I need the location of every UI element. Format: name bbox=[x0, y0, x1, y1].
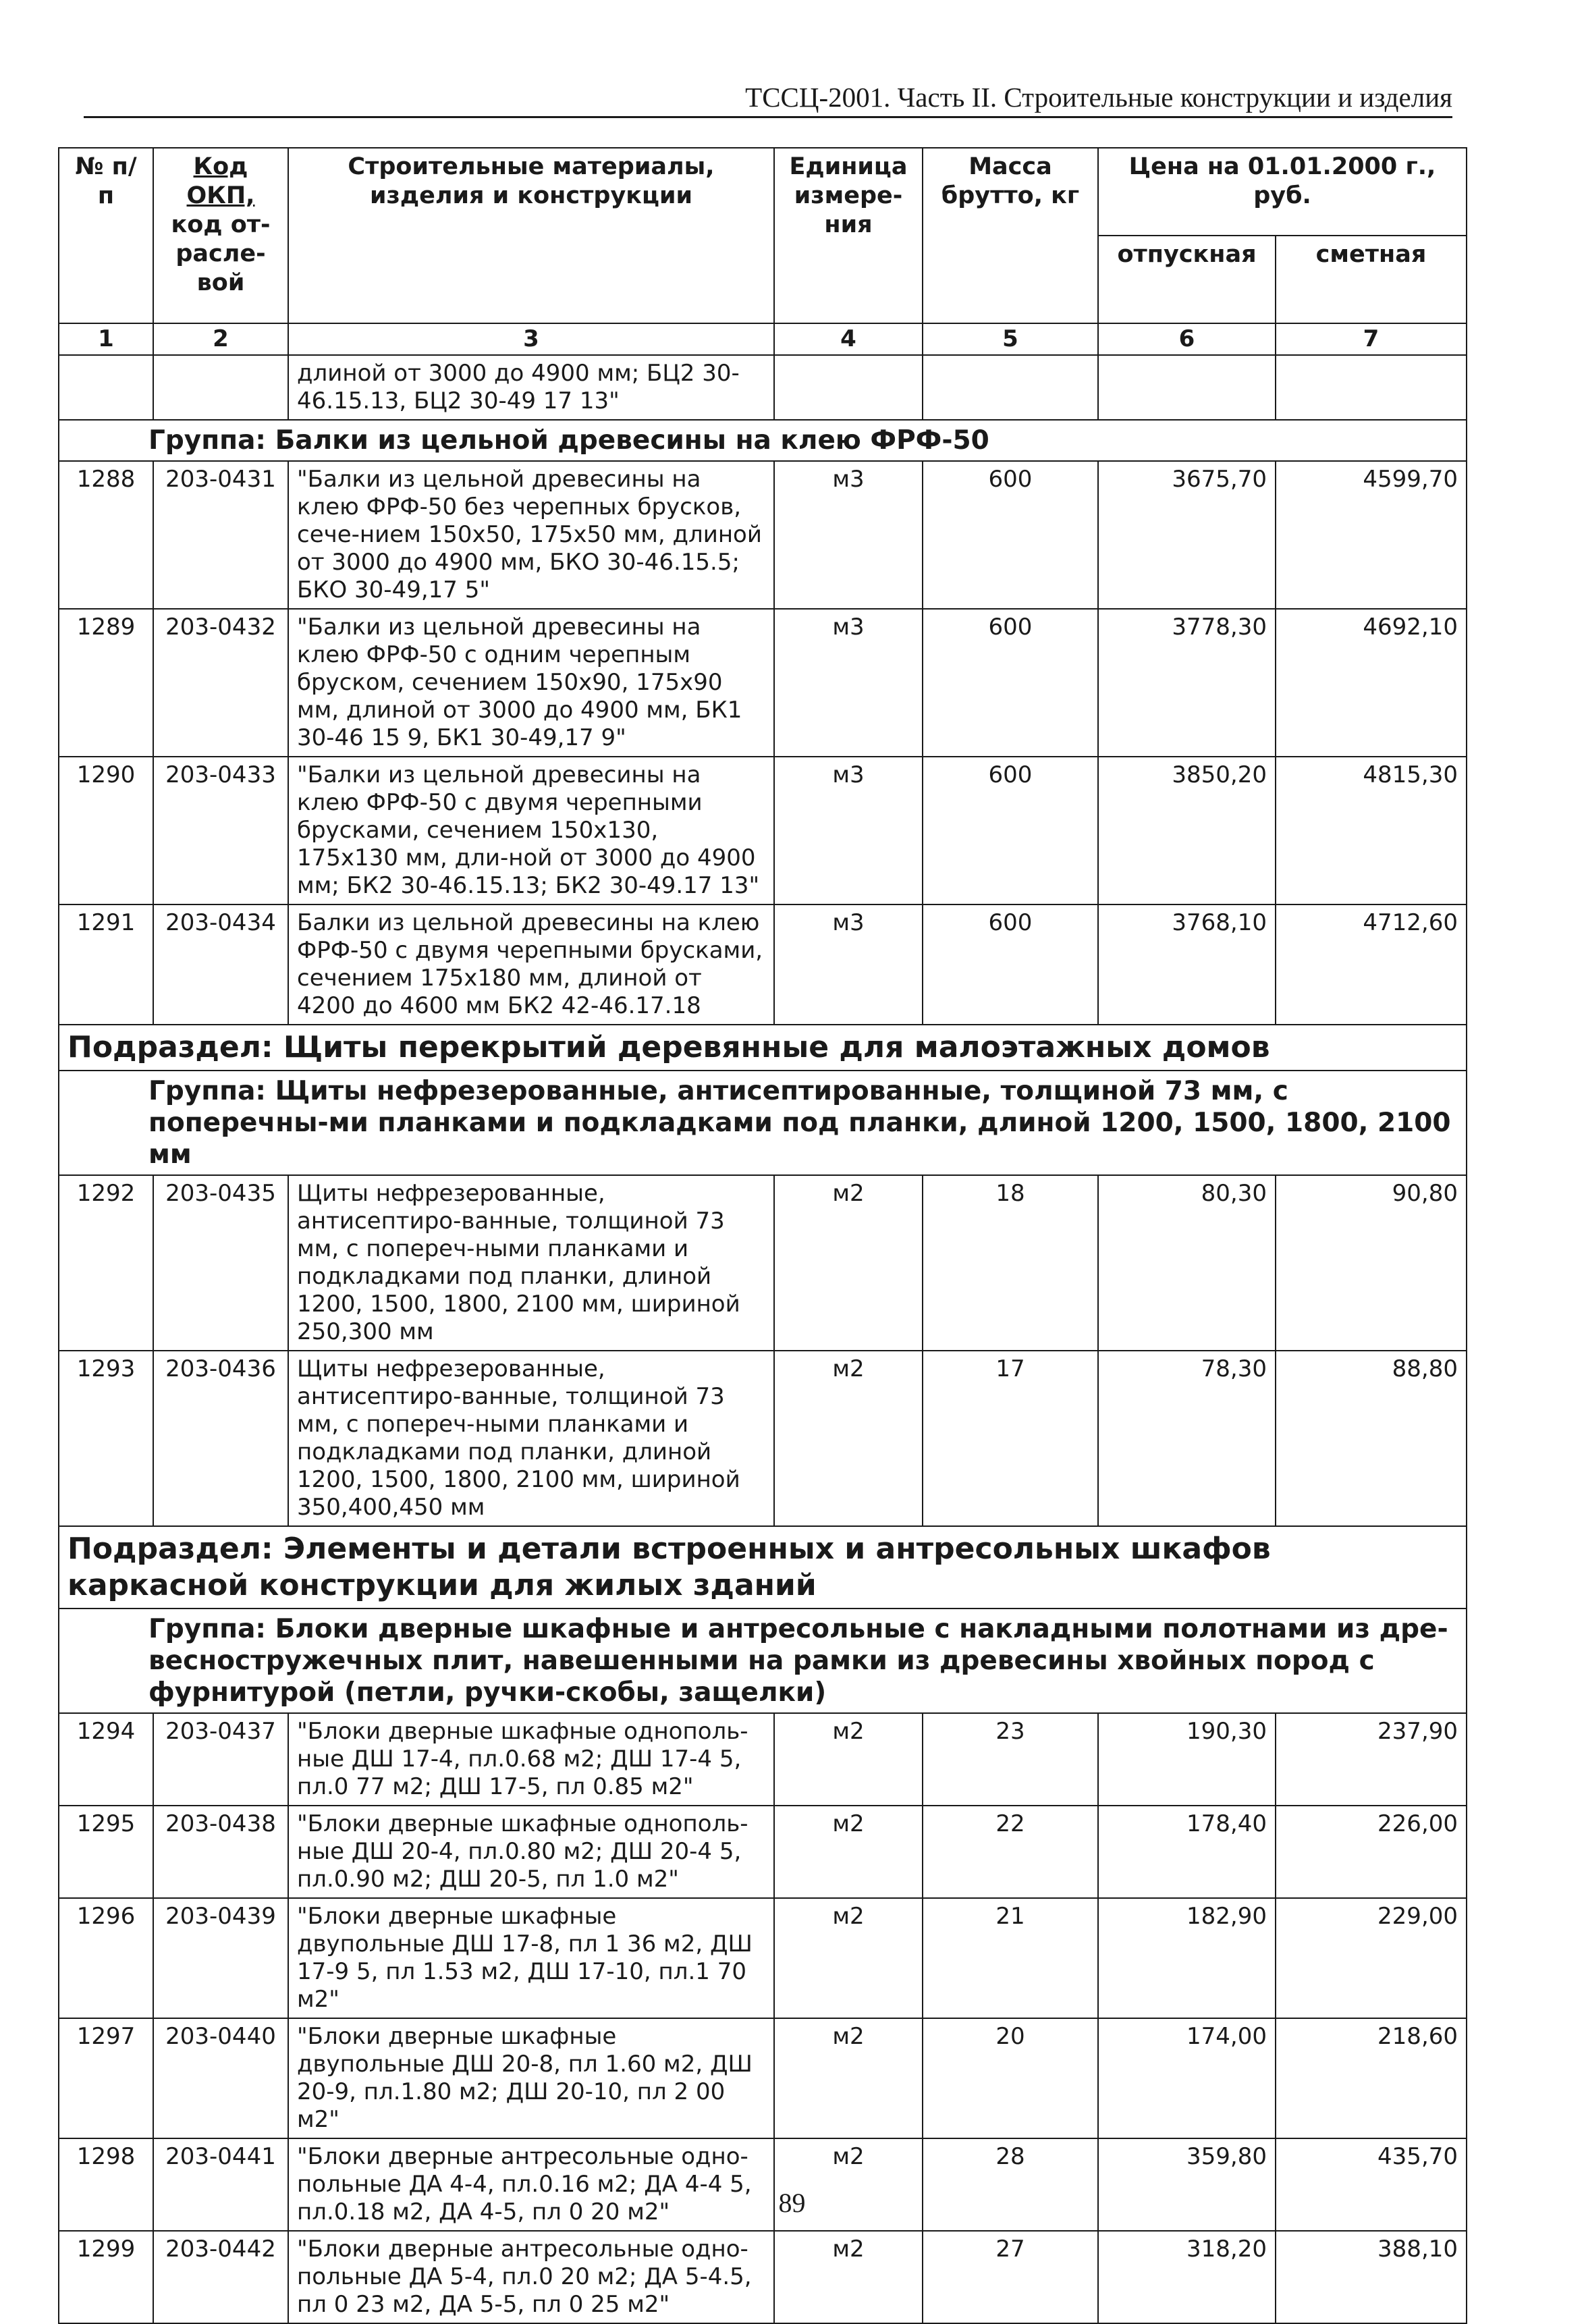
release-price: 3768,10 bbox=[1098, 904, 1276, 1025]
estimate-price: 88,80 bbox=[1276, 1351, 1467, 1526]
estimate-price: 4599,70 bbox=[1276, 461, 1467, 609]
gross-mass: 600 bbox=[923, 757, 1098, 904]
header-okp-line4: расле- bbox=[175, 240, 266, 267]
material-description: "Блоки дверные шкафные однополь-ные ДШ 20-4, пл.0.80 м2; ДШ 20-4 5, пл.0.90 м2; ДШ 20-5, пл 1.0 м2" bbox=[288, 1806, 774, 1898]
group-heading-row bbox=[59, 1609, 1467, 1713]
table-row bbox=[59, 1175, 1467, 1351]
unit: м2 bbox=[774, 2138, 923, 2231]
estimate-price: 4692,10 bbox=[1276, 609, 1467, 757]
gross-mass: 600 bbox=[923, 904, 1098, 1025]
table-row bbox=[59, 461, 1467, 609]
header-okp-line5: вой bbox=[196, 269, 245, 296]
estimate-price: 388,10 bbox=[1276, 2231, 1467, 2323]
row-number: 1298 bbox=[59, 2138, 153, 2231]
table-row bbox=[59, 1713, 1467, 1806]
unit: м2 bbox=[774, 1351, 923, 1526]
header-okp-line3: код от- bbox=[171, 211, 271, 238]
table-row bbox=[59, 2018, 1467, 2138]
okp-code: 203-0437 bbox=[153, 1713, 288, 1806]
material-description: "Балки из цельной древесины на клею ФРФ-50 с двумя черепными брусками, сечением 150х130, 175х130 мм, дли-ной от 3000 до 4900 мм; БК2 30-46.15.13; БК2 30-49.17 13" bbox=[288, 757, 774, 904]
gross-mass: 28 bbox=[923, 2138, 1098, 2231]
release-price: 78,30 bbox=[1098, 1351, 1276, 1526]
okp-code: 203-0442 bbox=[153, 2231, 288, 2323]
column-number: 4 bbox=[774, 323, 923, 355]
estimate-price: 229,00 bbox=[1276, 1898, 1467, 2018]
okp-code: 203-0434 bbox=[153, 904, 288, 1025]
header-mass: Масса брутто, кг bbox=[923, 148, 1098, 323]
release-price: 3850,20 bbox=[1098, 757, 1276, 904]
unit: м2 bbox=[774, 1713, 923, 1806]
group-title: Группа: Блоки дверные шкафные и антресольные с накладными полотнами из дре-весностружечных плит, навешенными на рамки из древесины хвойных пород с фурнитурой (петли, ручки-скобы, защелки) bbox=[148, 1614, 1448, 1708]
column-number: 6 bbox=[1098, 323, 1276, 355]
unit: м2 bbox=[774, 2231, 923, 2323]
header-unit: Единица измере-ния bbox=[774, 148, 923, 323]
estimate-price: 4815,30 bbox=[1276, 757, 1467, 904]
okp-code: 203-0441 bbox=[153, 2138, 288, 2231]
estimate-price: 237,90 bbox=[1276, 1713, 1467, 1806]
column-number: 5 bbox=[923, 323, 1098, 355]
row-number: 1295 bbox=[59, 1806, 153, 1898]
release-price: 174,00 bbox=[1098, 2018, 1276, 2138]
release-price: 3675,70 bbox=[1098, 461, 1276, 609]
table-row bbox=[59, 757, 1467, 904]
subsection-title: Подраздел: Щиты перекрытий деревянные для малоэтажных домов bbox=[67, 1030, 1270, 1064]
header-row-top bbox=[59, 148, 1467, 236]
continuation-text: длиной от 3000 до 4900 мм; БЦ2 30-46.15.13, БЦ2 30-49 17 13" bbox=[288, 355, 774, 420]
gross-mass: 600 bbox=[923, 609, 1098, 757]
okp-code: 203-0435 bbox=[153, 1175, 288, 1351]
material-description: "Блоки дверные антресольные одно-польные ДА 4-4, пл.0.16 м2; ДА 4-4 5, пл.0.18 м2, ДА 4-5, пл 0 20 м2" bbox=[288, 2138, 774, 2231]
header-price-release: отпускная bbox=[1098, 236, 1276, 323]
row-number: 1288 bbox=[59, 461, 153, 609]
release-price: 318,20 bbox=[1098, 2231, 1276, 2323]
material-description: Балки из цельной древесины на клею ФРФ-50 с двумя черепными брусками, сечением 175х180 мм, длиной от 4200 до 4600 мм БК2 42-46.17.18 bbox=[288, 904, 774, 1025]
subsection-heading-row bbox=[59, 1025, 1467, 1071]
group-title: Группа: Щиты нефрезерованные, антисептированные, толщиной 73 мм, с поперечны-ми планками и подкладками под планки, длиной 1200, 1500, 1800, 2100 мм bbox=[148, 1076, 1451, 1170]
gross-mass: 600 bbox=[923, 461, 1098, 609]
column-number: 1 bbox=[59, 323, 153, 355]
material-description: "Блоки дверные антресольные одно-польные ДА 5-4, пл.0 20 м2; ДА 5-4.5, пл 0 23 м2, ДА 5-5, пл 0 25 м2" bbox=[288, 2231, 774, 2323]
material-description: "Блоки дверные шкафные однополь-ные ДШ 17-4, пл.0.68 м2; ДШ 17-4 5, пл.0 77 м2; ДШ 17-5, пл 0.85 м2" bbox=[288, 1713, 774, 1806]
page-number: 89 bbox=[778, 2188, 806, 2218]
row-number: 1292 bbox=[59, 1175, 153, 1351]
release-price: 182,90 bbox=[1098, 1898, 1276, 2018]
row-number: 1290 bbox=[59, 757, 153, 904]
price-table bbox=[58, 147, 1467, 2324]
gross-mass: 23 bbox=[923, 1713, 1098, 1806]
row-number: 1289 bbox=[59, 609, 153, 757]
release-price: 80,30 bbox=[1098, 1175, 1276, 1351]
unit: м3 bbox=[774, 461, 923, 609]
material-description: "Балки из цельной древесины на клею ФРФ-50 без черепных брусков, сече-нием 150х50, 175х50 мм, длиной от 3000 до 4900 мм, БКО 30-46.15.5; БКО 30-49,17 5" bbox=[288, 461, 774, 609]
header-price: Цена на 01.01.2000 г., руб. bbox=[1098, 148, 1467, 236]
row-number: 1299 bbox=[59, 2231, 153, 2323]
estimate-price: 4712,60 bbox=[1276, 904, 1467, 1025]
okp-code: 203-0433 bbox=[153, 757, 288, 904]
unit: м3 bbox=[774, 609, 923, 757]
material-description: Щиты нефрезерованные, антисептиро-ванные, толщиной 73 мм, с попереч-ными планками и подкладками под планки, длиной 1200, 1500, 1800, 2100 мм, шириной 250,300 мм bbox=[288, 1175, 774, 1351]
header-price-estimate: сметная bbox=[1276, 236, 1467, 323]
table-row bbox=[59, 609, 1467, 757]
unit: м3 bbox=[774, 904, 923, 1025]
table-body bbox=[59, 323, 1467, 2323]
column-number: 2 bbox=[153, 323, 288, 355]
gross-mass: 17 bbox=[923, 1351, 1098, 1526]
column-number: 3 bbox=[288, 323, 774, 355]
table-row bbox=[59, 1351, 1467, 1526]
estimate-price: 435,70 bbox=[1276, 2138, 1467, 2231]
group-title: Группа: Балки из цельной древесины на клею ФРФ-50 bbox=[148, 425, 989, 456]
unit: м2 bbox=[774, 1898, 923, 2018]
release-price: 359,80 bbox=[1098, 2138, 1276, 2231]
material-description: "Блоки дверные шкафные двупольные ДШ 20-8, пл 1.60 м2, ДШ 20-9, пл.1.80 м2; ДШ 20-10, пл 2 00 м2" bbox=[288, 2018, 774, 2138]
okp-code: 203-0431 bbox=[153, 461, 288, 609]
row-number: 1296 bbox=[59, 1898, 153, 2018]
okp-code: 203-0440 bbox=[153, 2018, 288, 2138]
material-description: Щиты нефрезерованные, антисептиро-ванные, толщиной 73 мм, с попереч-ными планками и подкладками под планки, длиной 1200, 1500, 1800, 2100 мм, шириной 350,400,450 мм bbox=[288, 1351, 774, 1526]
subsection-title: Подраздел: Элементы и детали встроенных и антресольных шкафов каркасной конструкции для жилых зданий bbox=[67, 1532, 1271, 1602]
column-number: 7 bbox=[1276, 323, 1467, 355]
row-number: 1297 bbox=[59, 2018, 153, 2138]
unit: м2 bbox=[774, 2018, 923, 2138]
header-rule bbox=[84, 116, 1452, 118]
table-row bbox=[59, 904, 1467, 1025]
okp-code: 203-0439 bbox=[153, 1898, 288, 2018]
estimate-price: 226,00 bbox=[1276, 1806, 1467, 1898]
header-okp-line2: ОКП, bbox=[186, 182, 255, 209]
okp-code: 203-0432 bbox=[153, 609, 288, 757]
unit: м2 bbox=[774, 1175, 923, 1351]
okp-code: 203-0436 bbox=[153, 1351, 288, 1526]
gross-mass: 18 bbox=[923, 1175, 1098, 1351]
table-row bbox=[59, 2231, 1467, 2323]
table-row bbox=[59, 1806, 1467, 1898]
running-header: ТССЦ-2001. Часть II. Строительные конструкции и изделия bbox=[745, 82, 1452, 113]
header-materials: Строительные материалы, изделия и конструкции bbox=[288, 148, 774, 323]
subsection-heading-row bbox=[59, 1526, 1467, 1609]
row-number: 1293 bbox=[59, 1351, 153, 1526]
unit: м3 bbox=[774, 757, 923, 904]
header-okp bbox=[153, 148, 288, 323]
row-number: 1294 bbox=[59, 1713, 153, 1806]
continuation-row bbox=[59, 355, 1467, 420]
group-heading-row bbox=[59, 420, 1467, 461]
gross-mass: 21 bbox=[923, 1898, 1098, 2018]
release-price: 3778,30 bbox=[1098, 609, 1276, 757]
okp-code: 203-0438 bbox=[153, 1806, 288, 1898]
unit: м2 bbox=[774, 1806, 923, 1898]
header-no: № п/п bbox=[59, 148, 153, 323]
material-description: "Балки из цельной древесины на клею ФРФ-50 с одним черепным бруском, сечением 150х90, 175х90 мм, длиной от 3000 до 4900 мм, БК1 30-46 15 9, БК1 30-49,17 9" bbox=[288, 609, 774, 757]
material-description: "Блоки дверные шкафные двупольные ДШ 17-8, пл 1 36 м2, ДШ 17-9 5, пл 1.53 м2, ДШ 17-10, пл.1 70 м2" bbox=[288, 1898, 774, 2018]
table-row bbox=[59, 1898, 1467, 2018]
gross-mass: 20 bbox=[923, 2018, 1098, 2138]
gross-mass: 22 bbox=[923, 1806, 1098, 1898]
estimate-price: 218,60 bbox=[1276, 2018, 1467, 2138]
release-price: 178,40 bbox=[1098, 1806, 1276, 1898]
header-okp-line1: Код bbox=[193, 153, 248, 180]
estimate-price: 90,80 bbox=[1276, 1175, 1467, 1351]
release-price: 190,30 bbox=[1098, 1713, 1276, 1806]
gross-mass: 27 bbox=[923, 2231, 1098, 2323]
column-numbers-row bbox=[59, 323, 1467, 355]
group-heading-row bbox=[59, 1071, 1467, 1175]
row-number: 1291 bbox=[59, 904, 153, 1025]
